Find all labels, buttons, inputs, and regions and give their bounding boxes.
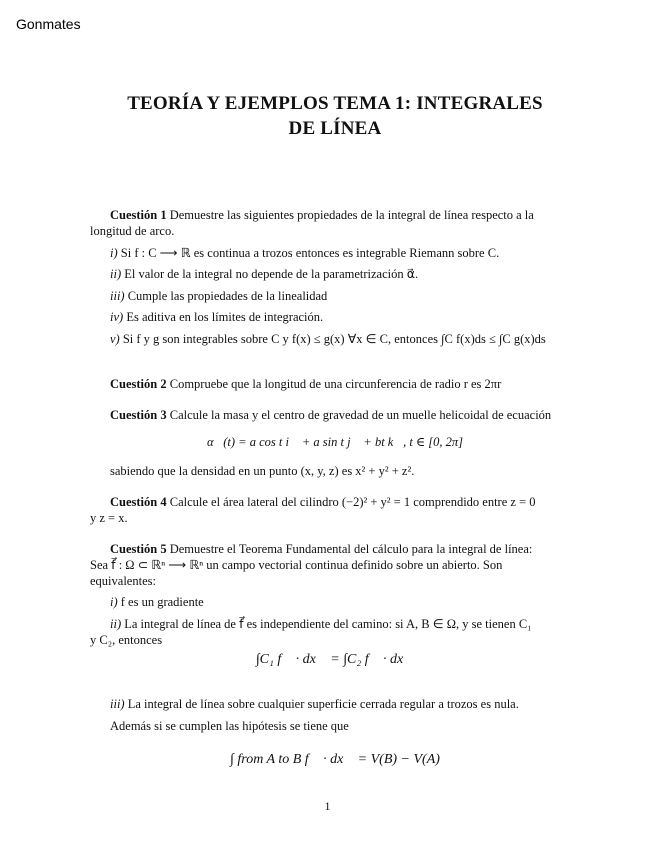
q1-item-v xyxy=(110,331,580,347)
q1-item-ii xyxy=(110,266,580,282)
q4-text-b: y z = x. xyxy=(90,511,128,525)
q5-item-iii xyxy=(110,696,580,712)
q1-item-i-num: i) xyxy=(110,246,118,260)
q3-equation: α⃗(t) = a cos t i⃗ + a sin t j⃗ + bt k⃗, t ∈ [0, 2π] xyxy=(206,435,464,449)
q1-item-i xyxy=(110,245,580,261)
q5-text-c: equivalentes: xyxy=(90,574,156,588)
q5-label: Cuestión 5 xyxy=(110,542,167,556)
q5-text-a: Demuestre el Teorema Fundamental del cálculo para la integral de línea: xyxy=(169,542,533,556)
title-line-2: DE LÍNEA xyxy=(288,118,382,139)
q2-label: Cuestión 2 xyxy=(110,377,167,391)
q1-item-v-num: v) xyxy=(110,332,120,346)
q1-item-iii-text: Cumple las propiedades de la linealidad xyxy=(127,289,328,303)
q1-item-i-text: Si f : C ⟶ ℝ es continua a trozos entonces es integrable Riemann sobre C. xyxy=(120,246,500,260)
page-number: 1 xyxy=(324,799,331,813)
q5 xyxy=(90,541,580,557)
q5-item-i xyxy=(110,594,580,610)
q4 xyxy=(90,494,580,510)
q1-item-v-text: Si f y g son integrables sobre C y f(x) ≤ g(x) ∀x ∈ C, entonces ∫C f(x)ds ≤ ∫C g(x)ds xyxy=(122,332,546,346)
q5-item-ii xyxy=(110,616,580,632)
title-line-1: TEORÍA Y EJEMPLOS TEMA 1: INTEGRALES xyxy=(127,93,543,114)
q1-intro-b: longitud de arco. xyxy=(90,224,175,238)
q1-item-iv-num: iv) xyxy=(110,310,124,324)
q4-text-a: Calcule el área lateral del cilindro (−2)² + y² = 1 comprendido entre z = 0 xyxy=(169,495,536,509)
q5-item-ii-b: y C₂, entonces xyxy=(90,633,163,647)
q1-label: Cuestión 1 xyxy=(110,208,167,222)
page-title xyxy=(90,91,580,141)
q2-text: Compruebe que la longitud de una circunferencia de radio r es 2πr xyxy=(169,377,502,391)
q1-item-ii-num: ii) xyxy=(110,267,122,281)
q1-item-iv-text: Es aditiva en los límites de integración. xyxy=(126,310,324,324)
q2 xyxy=(90,376,580,392)
q5-item-i-num: i) xyxy=(110,595,118,609)
q5-text-b: Sea f⃗ : Ω ⊂ ℝⁿ ⟶ ℝⁿ un campo vectorial continua definido sobre un abierto. Son xyxy=(90,558,503,572)
brand-label: Gonmates xyxy=(16,16,81,32)
q5-item-iii-num: iii) xyxy=(110,697,125,711)
q5-extra: Además si se cumplen las hipótesis se tiene que xyxy=(110,719,349,733)
q5-item-ii-text: La integral de línea de f⃗ es independiente del camino: si A, B ∈ Ω, y se tienen C₁ xyxy=(124,617,532,631)
q1-intro xyxy=(90,207,580,223)
q1-item-iv xyxy=(110,309,580,325)
q1-item-iii xyxy=(110,288,580,304)
q5-item-iii-text: La integral de línea sobre cualquier superficie cerrada regular a trozos es nula. xyxy=(127,697,519,711)
q3-label: Cuestión 3 xyxy=(110,408,167,422)
q1-intro-text-a: Demuestre las siguientes propiedades de la integral de línea respecto a la xyxy=(169,208,534,222)
q1-item-iii-num: iii) xyxy=(110,289,125,303)
q5-equation-1: ∫C₁ f⃗ · dx⃗ = ∫C₂ f⃗ · dx⃗ xyxy=(255,652,415,667)
q5-equation-2: ∫ from A to B f⃗ · dx⃗ = V(B) − V(A) xyxy=(230,752,440,767)
q3-text: Calcule la masa y el centro de gravedad de un muelle helicoidal de ecuación xyxy=(169,408,552,422)
q1-item-ii-text: El valor de la integral no depende de la parametrización α⃗. xyxy=(124,267,419,281)
q3-after: sabiendo que la densidad en un punto (x, y, z) es x² + y² + z². xyxy=(110,464,415,478)
q5-item-i-text: f es un gradiente xyxy=(120,595,204,609)
q4-label: Cuestión 4 xyxy=(110,495,167,509)
q3 xyxy=(90,407,580,423)
q5-item-ii-num: ii) xyxy=(110,617,122,631)
